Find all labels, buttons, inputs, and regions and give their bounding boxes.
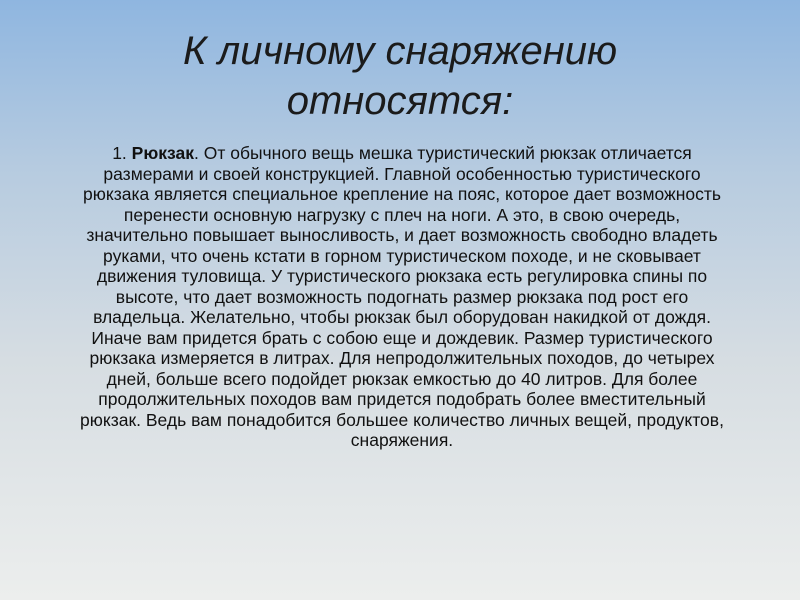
slide-title [60,26,740,126]
item-paragraph [76,143,728,451]
item-number: 1. [112,143,132,163]
slide-title-line-1: К личному снаряжению [182,29,618,73]
slide-title-line-2: относятся: [286,79,514,123]
item-term: Рюкзак [131,143,194,163]
item-description: . От обычного вещь мешка туристический рюкзак отличается размерами и своей конструкцией. Главной особенностью туристического рюкзака является специальное крепление на пояс, которое дает возможность перенести основную нагрузку с плеч на ноги. А это, в свою очередь, значительно повышает выносливость, и дает возможность свободно владеть руками, что очень кстати в горном туристическом походе, и не сковывает движения туловища. У туристического рюкзака есть регулировка спины по высоте, что дает возможность подогнать размер рюкзака под рост его владельца. Желательно, чтобы рюкзак был оборудован накидкой от дождя. Иначе вам придется брать с собою еще и дождевик. Размер туристического рюкзака измеряется в литрах. Для непродолжительных походов, до четырех дней, больше всего подойдет рюкзак емкостью до 40 литров. Для более продолжительных походов вам придется подобрать более вместительный рюкзак. Ведь вам понадобится большее количество личных вещей, продуктов, снаряжения. [80,143,724,450]
